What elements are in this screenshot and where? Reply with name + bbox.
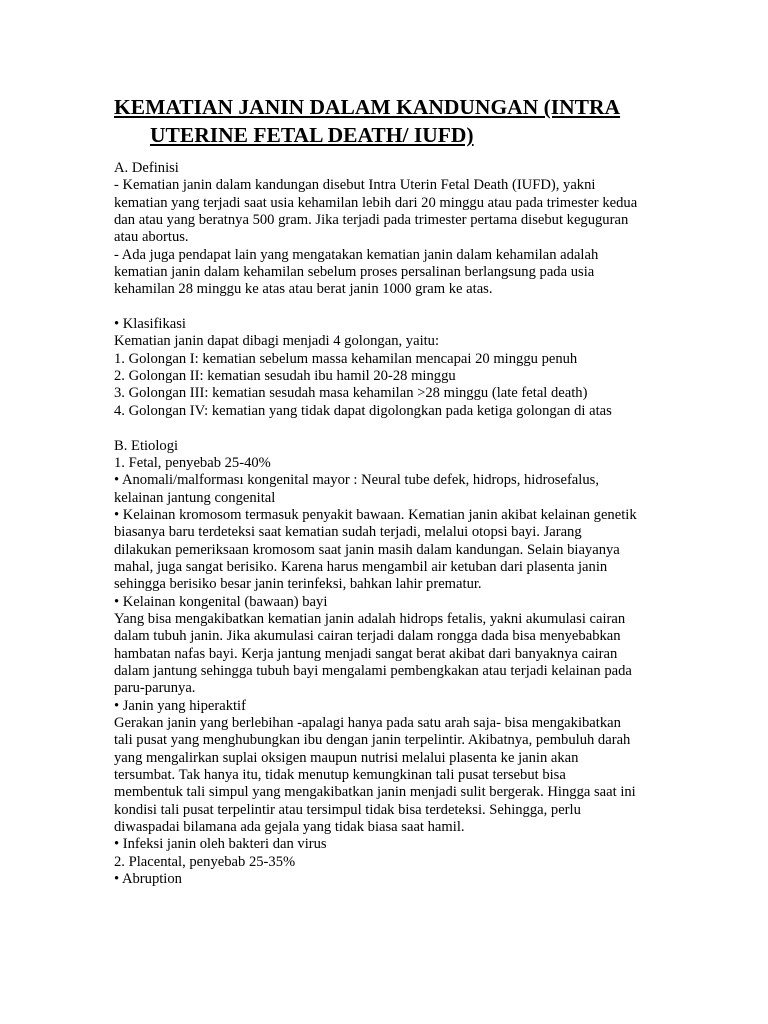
text-line: • Kelainan kromosom termasuk penyakit bawaan. Kematian janin akibat kelainan genetik — [114, 506, 637, 523]
text-line: kematian yang terjadi saat usia kehamilan lebih dari 20 minggu atau pada trimester kedua — [114, 194, 638, 211]
text-line: 2. Placental, penyebab 25-35% — [114, 853, 296, 870]
text-line: • Klasifikasi — [114, 316, 186, 333]
text-line: diwaspadai bilamana ada gejala yang tidak biasa saat hamil. — [114, 819, 465, 836]
text-line: membentuk tali simpul yang mengakibatkan janin menjadi sulit bergerak. Hingga saat ini — [114, 784, 636, 801]
text-line: • Infeksi janin oleh bakteri dan virus — [114, 836, 327, 853]
text-line: 4. Golongan IV: kematian yang tidak dapat digolongkan pada ketiga golongan di atas — [114, 402, 612, 419]
text-line: • Anomali/malforması kongenital mayor : Neural tube defek, hidrops, hidrosefalus, — [114, 472, 599, 489]
text-line: kondisi tali pusat terpelintir atau tersimpul tidak bisa terdeteksi. Sehingga, perlu — [114, 801, 581, 818]
text-line: dan atau yang beratnya 500 gram. Jika terjadi pada trimester pertama disebut keguguran — [114, 212, 629, 229]
text-line: Yang bisa mengakibatkan kematian janin adalah hidrops fetalis, yakni akumulasi cairan — [114, 610, 626, 627]
paragraph-spacer — [114, 299, 674, 316]
text-line: dalam jantung sehingga tubuh bayi mengalami pembengkakan atau terjadi kelainan pada — [114, 662, 632, 679]
text-line: tersumbat. Tak hanya itu, tidak menutup kemungkinan tali pusat tersebut bisa — [114, 767, 566, 784]
text-line: 2. Golongan II: kematian sesudah ibu hamil 20-28 minggu — [114, 368, 456, 385]
title-line-1: KEMATIAN JANIN DALAM KANDUNGAN (INTRA — [114, 95, 621, 119]
text-line: 3. Golongan III: kematian sesudah masa kehamilan >28 minggu (late fetal death) — [114, 385, 588, 402]
text-line: hambatan nafas bayi. Kerja jantung menjadi sangat berat akibat dari banyaknya cairan — [114, 645, 618, 662]
text-line: biasanya baru terdeteksi saat kematian sudah terjadi, melalui otopsi bayi. Jarang — [114, 524, 582, 541]
text-line: paru-parunya. — [114, 680, 196, 697]
text-line: kelainan jantung congenital — [114, 489, 276, 506]
text-line: • Kelainan kongenital (bawaan) bayi — [114, 593, 328, 610]
text-line: tali pusat yang menghubungkan ibu dengan janin terpelintir. Akibatnya, pembuluh darah — [114, 732, 631, 749]
text-line: dilakukan pemeriksaan kromosom saat janin masih dalam kandungan. Selain biayanya — [114, 541, 620, 558]
text-line: Gerakan janin yang berlebihan -apalagi hanya pada satu arah saja- bisa mengakibatkan — [114, 715, 621, 731]
text-line: sehingga berisiko besar janin terinfeksi, bahkan lahir prematur. — [114, 576, 482, 593]
text-line: mahal, juga sangat berisiko. Karena harus mengambil air ketuban dari plasenta janin — [114, 558, 608, 575]
text-line: • Janin yang hiperaktif — [114, 697, 246, 714]
document-title — [114, 93, 734, 149]
text-line: - Kematian janin dalam kandungan disebut Intra Uterin Fetal Death (IUFD), yakni — [114, 177, 596, 194]
text-line: 1. Fetal, penyebab 25-40% — [114, 454, 271, 471]
text-line: • Abruption — [114, 871, 182, 888]
text-line: dalam tubuh janin. Jika akumulasi cairan terjadi dalam rongga dada bisa menyebabkan — [114, 628, 621, 645]
text-line: Kematian janin dapat dibagi menjadi 4 golongan, yaitu: — [114, 333, 440, 350]
text-line: atau abortus. — [114, 229, 189, 246]
text-line: 1. Golongan I: kematian sebelum massa kehamilan mencapai 20 minggu penuh — [114, 350, 578, 367]
text-line: B. Etiologi — [114, 437, 179, 454]
text-line: A. Definisi — [114, 160, 179, 176]
text-line: kematian janin dalam kehamilan sebelum proses persalinan berlangsung pada usia — [114, 264, 595, 281]
text-line: - Ada juga pendapat lain yang mengatakan kematian janin dalam kehamilan adalah — [114, 246, 599, 263]
text-line: yang mengalirkan suplai oksigen maupun nutrisi melalui plasenta ke janin akan — [114, 749, 579, 766]
title-line-2: UTERINE FETAL DEATH/ IUFD) — [150, 123, 474, 147]
paragraph-spacer — [114, 420, 674, 437]
document-body — [114, 160, 674, 888]
text-line: kehamilan 28 minggu ke atas atau berat janin 1000 gram ke atas. — [114, 281, 493, 298]
